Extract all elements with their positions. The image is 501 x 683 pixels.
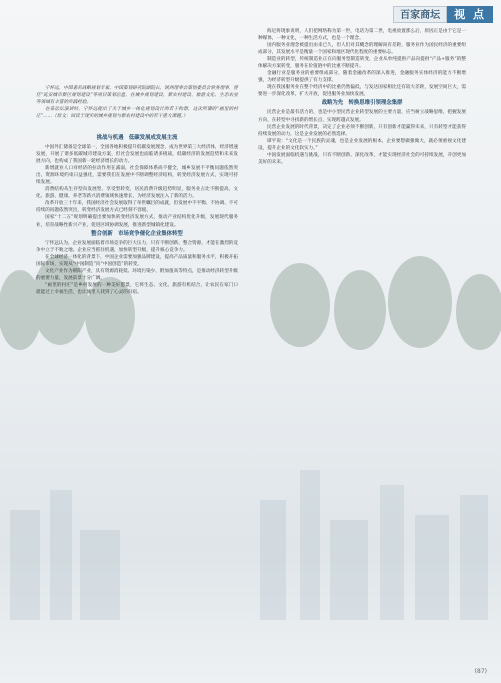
left-column [36, 133, 238, 296]
paragraph: 文化产业作为朝阳产业，具有资源消耗低、环境污染少、附加值高等特点，是推动经济转型升级的重要力量，发展前景十分广阔。 [36, 268, 238, 281]
paragraph: 民营企业是最有活力的，也是中小型民营企业转型发展的主要力量，应当树立战略思维，把握发展方向，在转型中寻找新的增长点，实现跨越式发展。 [258, 110, 466, 123]
paragraph: 在全球经济一体化的背景下，中国企业需要加强品牌建设，提高产品质量和服务水平，积极开拓国际市场，实现从“中国制造”向“中国创造”的转变。 [36, 254, 238, 267]
paragraph: 海尼将现象说明，人们把网络称为第一世，电话为第二世，电视放置那么后，原因正是由于它是一种媒体，一种文化，一种生活方式，也是一个理念。 [258, 29, 466, 42]
section-title: 整合创新 市场竞争催化企业集体转型 [91, 230, 183, 237]
paragraph: 新增就业人口对经济的拉动作用在减弱，社会保障体系尚不健全，城乡发展不平衡问题依然突出，资源环境约束日益强化，需要我们在发展中不断调整经济结构，转变经济发展方式，实现可持续发展。 [36, 166, 238, 186]
intro-paragraph: 宁怀远，中国著名战略规划专家，中国策划研究院副院长，陕西理事会策划委员会常务理事，曾任“延安城市新区规划建设”等项目策划总监，在城乡规划建设、新农村建设、旅游文化、生态农业等领域有丰富的实践经验。 [36, 86, 238, 106]
section-title: 挑战与机遇 低碳发展成发展主流 [96, 135, 178, 141]
paragraph: 金融行业是服务业的重要组成部分，随着金融改革的深入推进，金融服务实体经济的能力不断增强，为经济转型升级提供了有力支撑。 [258, 71, 466, 84]
intro-box [36, 85, 238, 120]
paragraph: 中国外汇储备是全球第一，全国各地积极提升低碳发展理念，成为世界第三大经济体，经济增速发展，开展了诸多低碳城市建设方案，但社会发展也面临诸多挑战，低碳经济的发展趋势和未来发展方向，也构成了我国新一轮经济增长的动力。 [36, 145, 238, 165]
right-column [258, 28, 466, 166]
section-title: 战略为先 转换思维引领理念集群 [321, 100, 403, 107]
paragraph: 谭平说：“文化是一个民族的灵魂，也是企业发展的根本，企业要想做强做大，就必须重视文化建设，提升企业的文化软实力。” [258, 138, 466, 151]
paragraph: “画里的村庄”是乡村发展的一种美好愿景，它将生态、文化、旅游有机结合，让农民在家门口就能过上幸福生活，也让城里人找到了心灵的归宿。 [36, 282, 238, 295]
section-header [393, 6, 493, 23]
paragraph: 国内服务业理念被提出由来已久，但人们对其概念的理解尚有差距，服务业作为国民经济的重要组成部分，其发展水平是衡量一个国家和地区现代化程度的重要标志。 [258, 43, 466, 56]
section-label: 百家商坛 [393, 6, 447, 23]
paragraph: 消费结构从生存型向发展型、享受型转变，居民消费升级趋势明显，服务业占比不断提高，文化、旅游、健康、养老等新兴消费领域快速增长，为经济发展注入了新的活力。 [36, 187, 238, 200]
paragraph: 宁怀远认为，企业发展面临着市场竞争的巨大压力，只有不断创新、整合资源，才能在激烈的竞争中立于不败之地。企业应当抓住机遇，加快转型升级，提升核心竞争力。 [36, 240, 238, 253]
paragraph: 现在我国服务业在整个经济中的比重仍然偏低，与发达国家相比还有较大差距，发展空间巨大，需要进一步深化改革，扩大开放，促进服务业加快发展。 [258, 85, 466, 98]
paragraph: 改革开放三十年来，我国经济社会发展取得了举世瞩目的成就，但发展中不平衡、不协调、不可持续的问题依然突出，转变经济发展方式已经刻不容缓。 [36, 201, 238, 214]
page-number: (87) [474, 668, 487, 675]
view-label: 视 点 [447, 6, 493, 23]
paragraph: 国家“十二五”规划明确提出要加快转变经济发展方式，推动产业结构优化升级，发展现代服务业，培育战略性新兴产业，促进区域协调发展，推进新型城镇化建设。 [36, 215, 238, 228]
intro-paragraph: 在某论坛演讲时，宁怀远提出了关于城乡一体化规划设计的若干构想，这次所谓的“画里的村庄”……（原文：阅读于现实的城乡规划与新农村建设中的若干重大课题。） [36, 107, 238, 120]
paragraph: 制造业的转型，传统制造业正在向服务型制造转变，企业从单纯提供产品向提供“产品+服务”的整体解决方案转变，服务在价值链中的比重不断提升。 [258, 57, 466, 70]
background-city-image [0, 430, 501, 620]
paragraph: 民营企业发展的时代背景，决定了企业必须不断创新，只有创新才能赢得未来，只有转型才能获得持续发展的动力，这是企业发展的必然选择。 [258, 124, 466, 137]
paragraph: 中国发展面临机遇与挑战，只有不断创新、深化改革，才能实现经济社会的可持续发展，开创更加美好的未来。 [258, 152, 466, 165]
